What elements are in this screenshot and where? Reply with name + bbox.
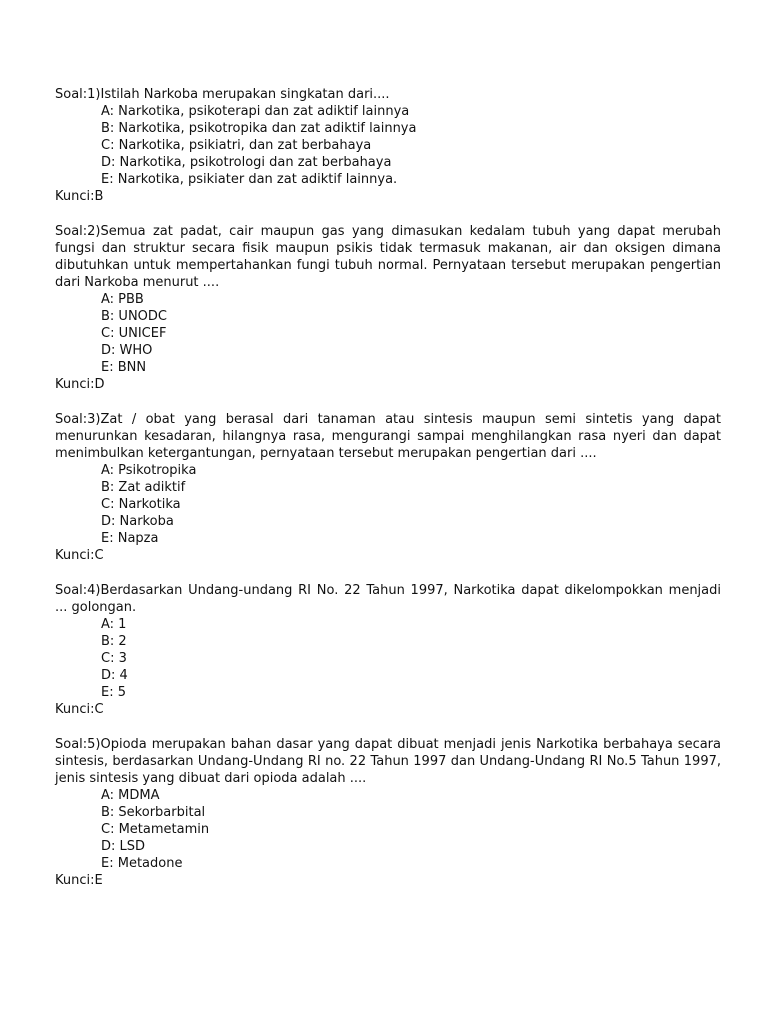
- option-d: D: Narkoba: [101, 514, 174, 529]
- option-list: [55, 616, 721, 701]
- option-c: C: Metametamin: [101, 822, 210, 837]
- question-text: Soal:5)Opioda merupakan bahan dasar yang dapat dibuat menjadi jenis Narkotika berbahaya secara sintesis, berdasarkan Undang-Undang RI no. 22 Tahun 1997 dan Undang-Undang RI No.5 Tahun 1997, jenis sintesis yang dibuat dari opioda adalah ....: [55, 737, 721, 786]
- question-text: Soal:3)Zat / obat yang berasal dari tanaman atau sintesis maupun semi sintetis yang dapat menurunkan kesadaran, hilangnya rasa, mengurangi sampai menghilangkan rasa nyeri dan dapat menimbulkan ketergantungan, pernyataan tersebut merupakan pengertian dari ....: [55, 412, 721, 461]
- option-d: D: LSD: [101, 839, 146, 854]
- document-page: [55, 86, 721, 907]
- option-e: E: Napza: [101, 531, 159, 546]
- question-4: [55, 582, 721, 718]
- option-a: A: MDMA: [101, 788, 160, 803]
- option-list: [55, 787, 721, 872]
- question-1: [55, 86, 721, 205]
- answer-key: Kunci:E: [55, 873, 103, 888]
- option-c: C: UNICEF: [101, 326, 167, 341]
- option-c: C: Narkotika, psikiatri, dan zat berbahaya: [101, 138, 372, 153]
- option-list: [55, 462, 721, 547]
- option-e: E: 5: [101, 685, 126, 700]
- option-b: B: Sekorbarbital: [101, 805, 206, 820]
- option-d: D: WHO: [101, 343, 153, 358]
- option-c: C: 3: [101, 651, 127, 666]
- answer-key: Kunci:C: [55, 548, 104, 563]
- option-e: E: Narkotika, psikiater dan zat adiktif lainnya.: [101, 172, 398, 187]
- option-b: B: 2: [101, 634, 127, 649]
- option-c: C: Narkotika: [101, 497, 181, 512]
- option-e: E: BNN: [101, 360, 147, 375]
- question-text: Soal:1)Istilah Narkoba merupakan singkatan dari....: [55, 87, 390, 102]
- option-b: B: UNODC: [101, 309, 167, 324]
- option-a: A: Psikotropika: [101, 463, 197, 478]
- question-5: [55, 736, 721, 889]
- option-b: B: Narkotika, psikotropika dan zat adiktif lainnya: [101, 121, 417, 136]
- option-a: A: Narkotika, psikoterapi dan zat adiktif lainnya: [101, 104, 410, 119]
- answer-key: Kunci:D: [55, 377, 105, 392]
- option-d: D: Narkotika, psikotrologi dan zat berbahaya: [101, 155, 392, 170]
- question-2: [55, 223, 721, 393]
- option-a: A: PBB: [101, 292, 144, 307]
- question-text: Soal:2)Semua zat padat, cair maupun gas yang dimasukan kedalam tubuh yang dapat merubah fungsi dan struktur secara fisik maupun psikis tidak termasuk makanan, air dan oksigen dimana dibutuhkan untuk mempertahankan fungi tubuh normal. Pernyataan tersebut merupakan pengertian dari Narkoba menurut ....: [55, 224, 721, 290]
- question-3: [55, 411, 721, 564]
- option-a: A: 1: [101, 617, 127, 632]
- option-list: [55, 291, 721, 376]
- option-d: D: 4: [101, 668, 128, 683]
- answer-key: Kunci:C: [55, 702, 104, 717]
- option-list: [55, 103, 721, 188]
- answer-key: Kunci:B: [55, 189, 104, 204]
- option-b: B: Zat adiktif: [101, 480, 186, 495]
- question-text: Soal:4)Berdasarkan Undang-undang RI No. 22 Tahun 1997, Narkotika dapat dikelompokkan menjadi ... golongan.: [55, 583, 721, 615]
- option-e: E: Metadone: [101, 856, 183, 871]
